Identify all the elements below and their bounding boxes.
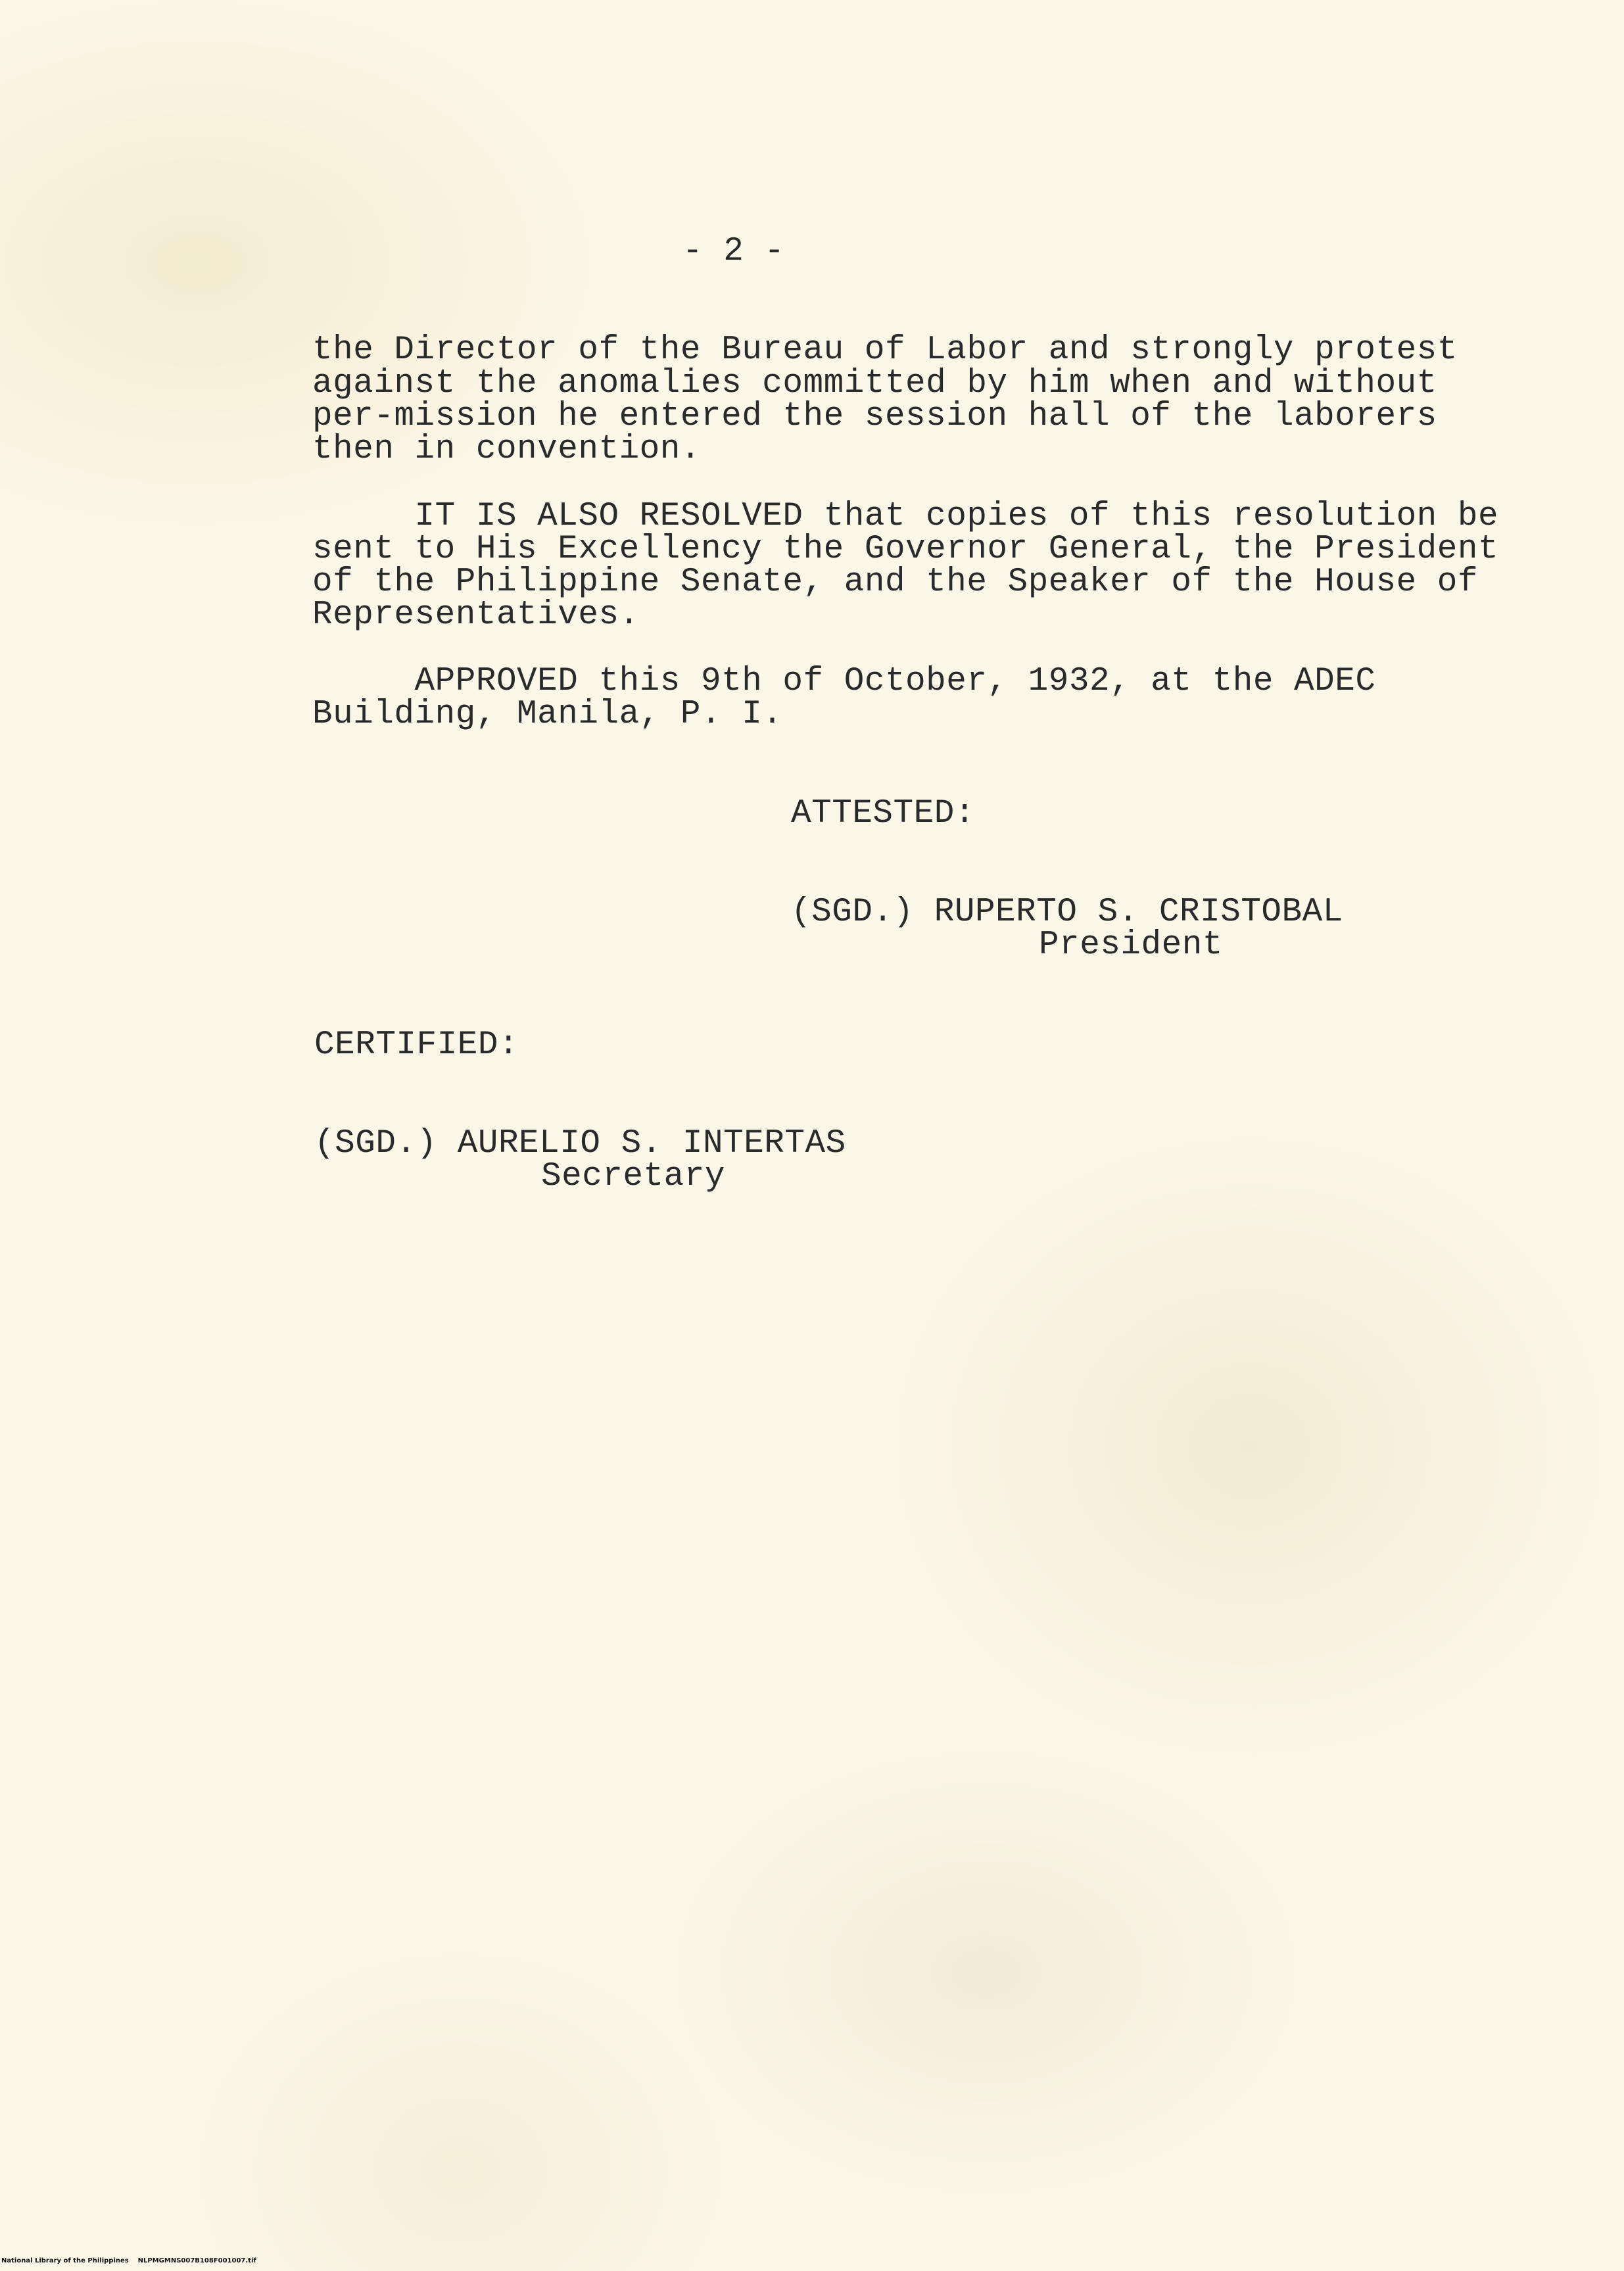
paragraph1-line2: against the anomalies committed by him when and without [312,365,1437,402]
certified-title: Secretary [541,1158,725,1195]
archive-footer: National Library of the Philippines NLPMGMNS007B108F001007.tif [1,2257,256,2264]
attested-label: ATTESTED: [791,795,975,832]
page-number: - 2 - [682,233,785,270]
paragraph3-line2: Building, Manila, P. I. [312,696,783,733]
paragraph1-line3: per-mission he entered the session hall of the laborers [312,398,1437,435]
paragraph3-line1: APPROVED this 9th of October, 1932, at the ADEC [312,663,1376,700]
attested-signer: (SGD.) RUPERTO S. CRISTOBAL [791,894,1343,931]
certified-signer: (SGD.) AURELIO S. INTERTAS [314,1125,846,1162]
paragraph2-line3: of the Philippine Senate, and the Speaker of the House of [312,563,1478,601]
paragraph2-line4: Representatives. [312,596,640,634]
paragraph1-line4: then in convention. [312,431,701,468]
paragraph2-line2: sent to His Excellency the Governor General, the President [312,531,1499,568]
attested-title: President [1039,926,1223,964]
certified-label: CERTIFIED: [314,1026,519,1064]
paragraph1-line1: the Director of the Bureau of Labor and strongly protest [312,331,1458,369]
paragraph2-line1: IT IS ALSO RESOLVED that copies of this resolution be [312,498,1499,535]
